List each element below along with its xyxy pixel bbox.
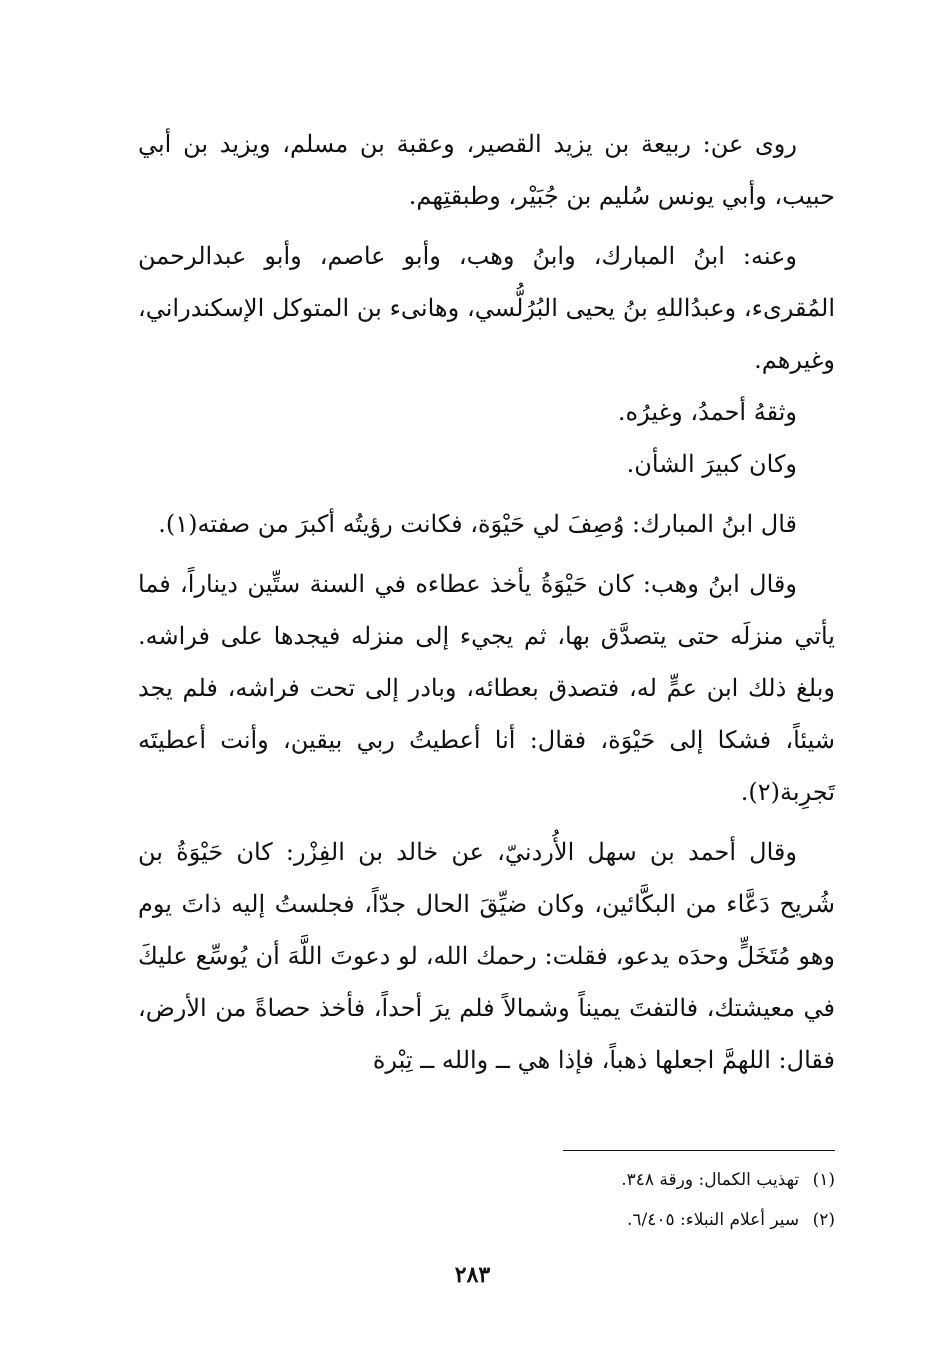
body-text [138,118,835,1086]
paragraph-trust: وثقهُ أحمدُ، وغيرُه. [617,398,797,426]
footnotes [138,1160,835,1240]
footnote-1-number: (١) [812,1170,835,1190]
paragraph-status: وكان كبيرَ الشأن. [626,450,797,478]
footnote-1-text: تهذيب الكمال: ورقة ٣٤٨. [621,1170,800,1190]
paragraph-students: وعنه: ابنُ المبارك، وابنُ وهب، وأبو عاصم، وأبو عبدالرحمن المُقرىء، وعبدُاللهِ بنُ يحيى البُرُلُّسي، وهانىء بن المتوكل الإسكندراني، وغيرهم. [138,242,835,374]
page-number: ٢٨٣ [454,1262,491,1288]
paragraph-narrators: روى عن: ربيعة بن يزيد القصير، وعقبة بن مسلم، ويزيد بن أبي حبيب، وأبي يونس سُليم بن جُبَيْر، وطبقتِهم. [138,130,835,210]
footnote-2 [138,1200,835,1240]
footnote-1 [138,1160,835,1200]
paragraph-ibn-mubarak: قال ابنُ المبارك: وُصِفَ لي حَيْوَة، فكانت رؤيتُه أكبرَ من صفته(١). [158,510,797,538]
paragraph-ibn-wahb: وقال ابنُ وهب: كان حَيْوَةُ يأخذ عطاءه في السنة ستِّين ديناراً، فما يأتي منزلَه حتى يتصدَّق بها، ثم يجيء إلى منزله فيجدها على فراشه. وبلغ ذلك ابن عمٍّ له، فتصدق بعطائه، وبادر إلى تحت فراشه، فلم يجد شيئاً، فشكا إلى حَيْوَة، فقال: أنا أعطيتُ ربي بيقين، وأنت أعطيتَه تَجرِبة(٢). [138,570,835,806]
footnote-divider [563,1150,835,1151]
paragraph-ahmad-ibn-sahl: وقال أحمد بن سهل الأُردنيّ، عن خالد بن الفِزْر: كان حَيْوَةُ بن شُريح دَعَّاء من البكَّائين، وكان ضيِّقَ الحال جدّاً، فجلستُ إليه ذاتَ يوم وهو مُتَخَلٍّ وحدَه يدعو، فقلت: رحمك الله، لو دعوتَ اللَّهَ أن يُوسِّع عليكَ في معيشتك، فالتفتَ يميناً وشمالاً فلم يرَ أحداً، فأخذ حصاةً من الأرض، فقال: اللهمَّ اجعلها ذهباً، فإذا هي ــ والله ــ تِبْرة [138,838,836,1074]
footnote-2-number: (٢) [812,1210,835,1230]
footnote-2-text: سير أعلام النبلاء: ٦/٤٠٥. [626,1210,800,1230]
